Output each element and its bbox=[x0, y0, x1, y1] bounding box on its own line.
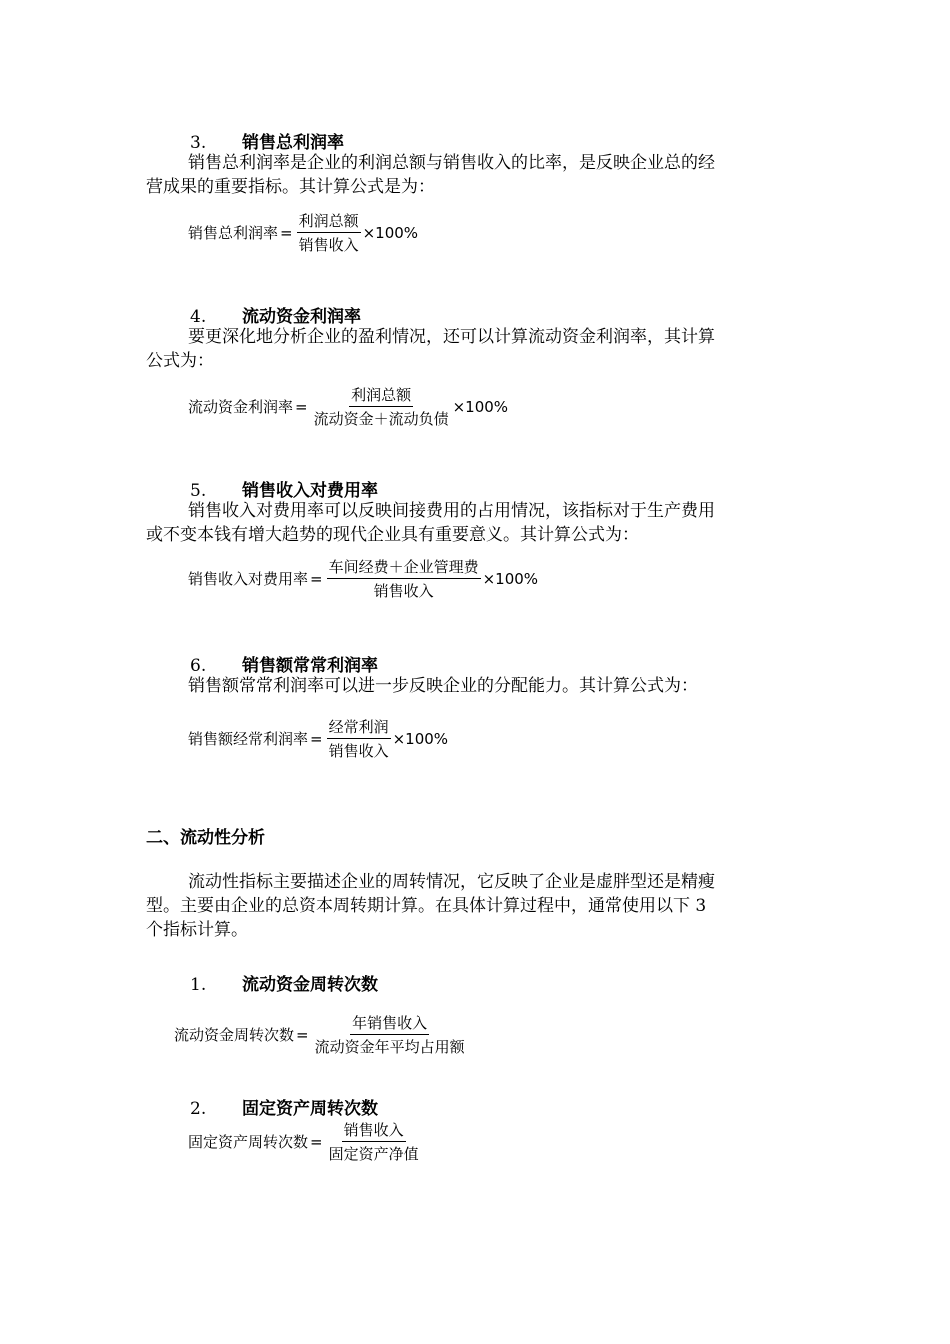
paragraph-line: 销售收入对费用率可以反映间接费用的占用情况，该指标对于生产费用 bbox=[188, 501, 715, 521]
paragraph-line: 营成果的重要指标。其计算公式是为： bbox=[146, 177, 435, 197]
formula-lhs: 流动资金利润率 bbox=[188, 398, 294, 416]
fraction bbox=[313, 1012, 467, 1057]
heading-title: 销售总利润率 bbox=[242, 133, 344, 153]
fraction bbox=[297, 210, 361, 255]
multiplier: ×100% bbox=[482, 569, 539, 588]
formula-current-asset-turnover bbox=[174, 1012, 469, 1057]
denominator: 流动资金＋流动负债 bbox=[313, 410, 449, 428]
formula-current-asset-profit-rate bbox=[188, 384, 508, 429]
heading-4 bbox=[190, 302, 361, 327]
heading-5 bbox=[190, 476, 378, 501]
denominator: 固定资产净值 bbox=[328, 1145, 419, 1163]
multiplier: ×100% bbox=[452, 397, 509, 416]
heading-part2-2 bbox=[190, 1094, 378, 1119]
denominator: 销售收入 bbox=[298, 236, 359, 254]
equals-sign: = bbox=[296, 1025, 309, 1044]
paragraph-line: 型。主要由企业的总资本周转期计算。在具体计算过程中，通常使用以下 3 bbox=[146, 896, 707, 916]
fraction bbox=[312, 384, 451, 429]
heading-title: 流动资金周转次数 bbox=[242, 975, 378, 995]
heading-6 bbox=[190, 651, 378, 676]
numerator: 车间经费＋企业管理费 bbox=[327, 556, 481, 579]
heading-number: 2. bbox=[190, 1099, 207, 1119]
multiplier: ×100% bbox=[392, 729, 449, 748]
formula-sales-ordinary-profit-rate bbox=[188, 716, 448, 761]
heading-title: 销售额常常利润率 bbox=[242, 656, 378, 676]
formula-fixed-asset-turnover bbox=[188, 1119, 423, 1164]
paragraph-line: 个指标计算。 bbox=[146, 920, 248, 940]
multiplier: ×100% bbox=[362, 223, 419, 242]
formula-sales-expense-rate bbox=[188, 556, 538, 601]
numerator: 利润总额 bbox=[297, 210, 361, 233]
denominator: 销售收入 bbox=[373, 582, 434, 600]
paragraph-line: 流动性指标主要描述企业的周转情况，它反映了企业是虚胖型还是精瘦 bbox=[188, 872, 715, 892]
heading-number: 6. bbox=[190, 656, 207, 676]
equals-sign: = bbox=[310, 729, 323, 748]
formula-lhs: 销售收入对费用率 bbox=[188, 570, 309, 588]
numerator: 销售收入 bbox=[342, 1119, 406, 1142]
heading-number: 1. bbox=[190, 975, 207, 995]
equals-sign: = bbox=[295, 397, 308, 416]
heading-title: 流动资金利润率 bbox=[242, 307, 361, 327]
paragraph-line: 销售总利润率是企业的利润总额与销售收入的比率，是反映企业总的经 bbox=[188, 153, 715, 173]
numerator: 年销售收入 bbox=[350, 1012, 429, 1035]
heading-part2-1 bbox=[190, 970, 378, 995]
heading-title: 固定资产周转次数 bbox=[242, 1099, 378, 1119]
numerator: 经常利润 bbox=[327, 716, 391, 739]
section-title-liquidity: 二、流动性分析 bbox=[146, 828, 265, 848]
denominator: 流动资金年平均占用额 bbox=[314, 1038, 465, 1056]
heading-3 bbox=[190, 128, 344, 153]
numerator: 利润总额 bbox=[349, 384, 413, 407]
fraction bbox=[327, 1119, 421, 1164]
denominator: 销售收入 bbox=[328, 742, 389, 760]
heading-title: 销售收入对费用率 bbox=[242, 481, 378, 501]
paragraph-line: 或不变本钱有增大趋势的现代企业具有重要意义。其计算公式为： bbox=[146, 525, 639, 545]
paragraph-line: 公式为： bbox=[146, 351, 214, 371]
equals-sign: = bbox=[310, 569, 323, 588]
equals-sign: = bbox=[310, 1132, 323, 1151]
heading-number: 5. bbox=[190, 481, 207, 501]
heading-number: 4. bbox=[190, 307, 207, 327]
formula-sales-profit-rate bbox=[188, 210, 418, 255]
formula-lhs: 销售总利润率 bbox=[188, 224, 279, 242]
fraction bbox=[327, 716, 391, 761]
equals-sign: = bbox=[280, 223, 293, 242]
heading-number: 3. bbox=[190, 133, 207, 153]
paragraph-line: 销售额常常利润率可以进一步反映企业的分配能力。其计算公式为： bbox=[188, 676, 698, 696]
paragraph-line: 要更深化地分析企业的盈利情况，还可以计算流动资金利润率，其计算 bbox=[188, 327, 715, 347]
formula-lhs: 销售额经常利润率 bbox=[188, 730, 309, 748]
fraction bbox=[327, 556, 481, 601]
formula-lhs: 固定资产周转次数 bbox=[188, 1133, 309, 1151]
formula-lhs: 流动资金周转次数 bbox=[174, 1026, 295, 1044]
